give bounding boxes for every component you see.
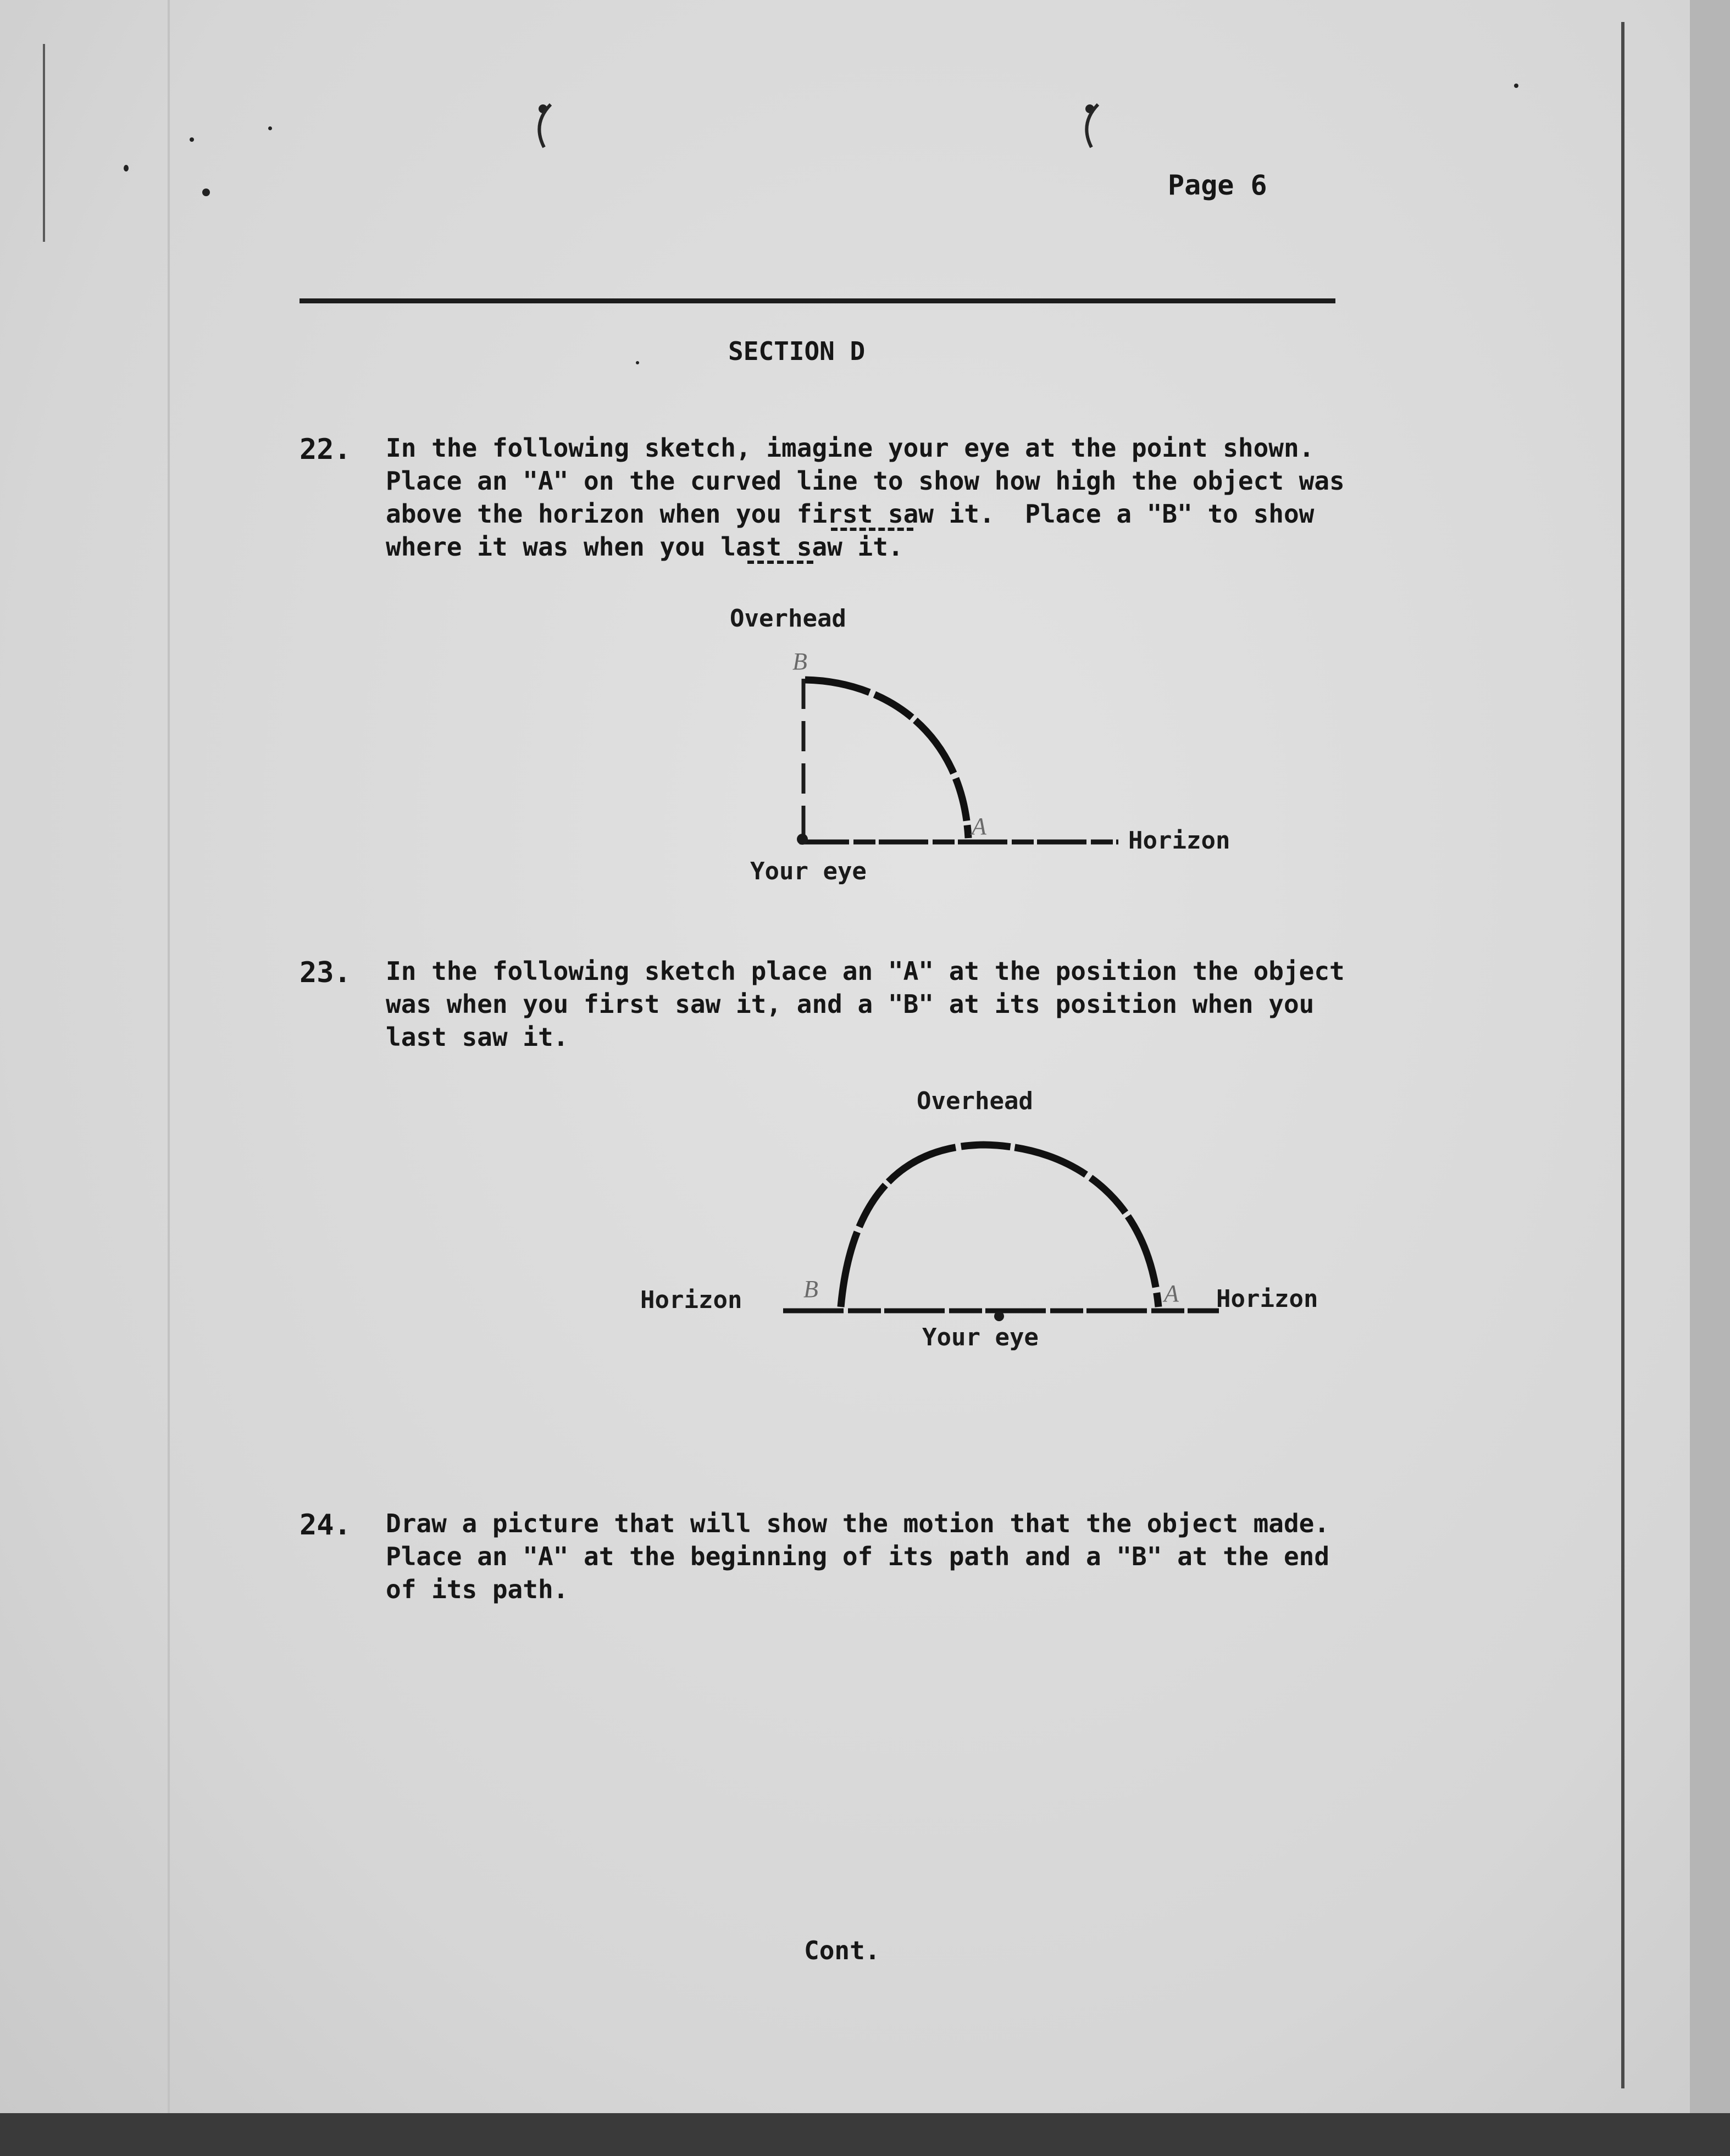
question-number: 23. <box>300 956 351 989</box>
question-text-line: Draw a picture that will show the motion that the object made. <box>386 1509 1330 1538</box>
diagram-23 <box>640 1087 1318 1351</box>
diagram-22-handwritten-mark-b: B <box>792 648 807 675</box>
diagram-22-horizon-label: Horizon <box>1128 827 1230 855</box>
diagram-22-handwritten-mark-a: A <box>972 813 986 840</box>
page-number: Page 6 <box>1168 169 1267 201</box>
question-number: 22. <box>300 433 351 466</box>
diagram-22-sky-arc <box>805 680 968 838</box>
section-title: SECTION D <box>728 336 866 366</box>
question-text-line: In the following sketch, imagine your eye at the point shown. <box>386 433 1315 463</box>
diagram-23-horizon-right-label: Horizon <box>1216 1285 1318 1313</box>
continued-footer: Cont. <box>804 1936 880 1965</box>
diagram-23-handwritten-mark-a: A <box>1164 1280 1179 1307</box>
question-text-line: Place an "A" at the beginning of its path and a "B" at the end <box>386 1542 1330 1571</box>
diagram-22-eye-point <box>797 834 808 845</box>
question-text-line: last saw it. <box>386 1022 569 1052</box>
diagram-23-eye-point <box>994 1311 1004 1321</box>
question-text-line: Place an "A" on the curved line to show how high the object was <box>386 466 1345 496</box>
diagram-23-eye-label: Your eye <box>922 1323 1039 1351</box>
diagram-22 <box>730 605 1230 885</box>
diagram-23-horizon-left-label: Horizon <box>640 1286 742 1314</box>
question-number: 24. <box>300 1509 351 1542</box>
question-text-line: was when you first saw it, and a "B" at its position when you <box>386 989 1315 1019</box>
diagram-22-overhead-label: Overhead <box>730 605 846 633</box>
question-text-line: of its path. <box>386 1575 569 1604</box>
diagram-22-eye-label: Your eye <box>750 857 867 885</box>
question-text-line: above the horizon when you first saw it. Place a "B" to show <box>386 499 1315 529</box>
diagram-23-sky-arc <box>841 1145 1158 1307</box>
question-text-line: In the following sketch place an "A" at the position the object <box>386 956 1345 986</box>
diagram-23-handwritten-mark-b: B <box>803 1276 818 1303</box>
diagram-23-overhead-label: Overhead <box>917 1087 1033 1115</box>
question-text-line: where it was when you last saw it. <box>386 532 903 562</box>
